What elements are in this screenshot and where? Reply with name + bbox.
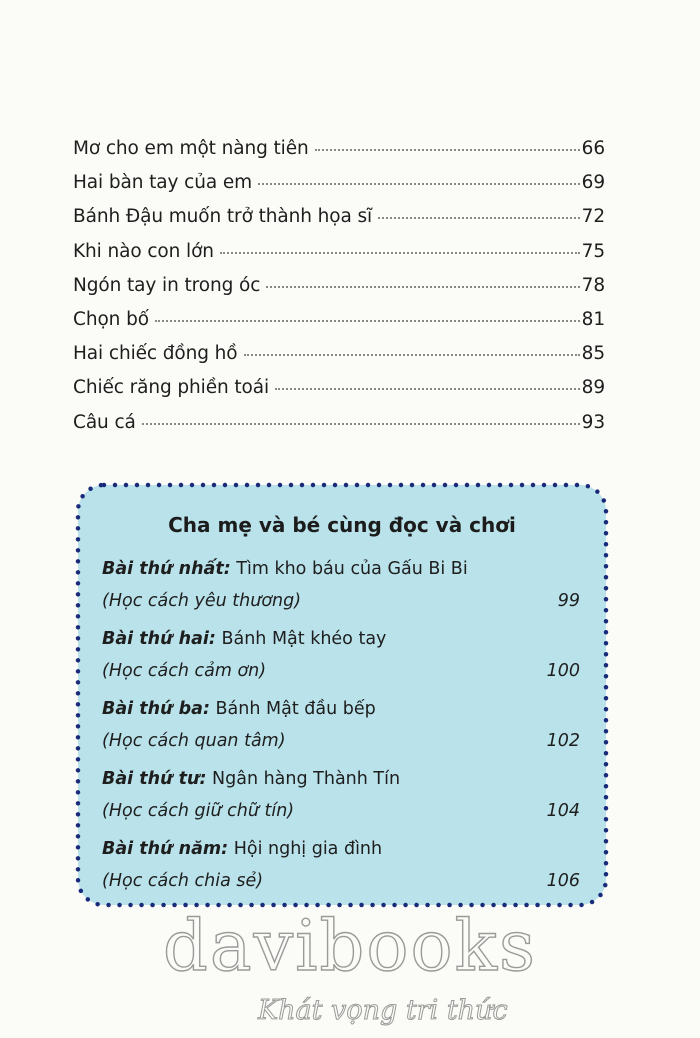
toc-entry — [73, 412, 605, 446]
lesson-title: Hội nghị gia đình — [233, 839, 383, 859]
lesson-title: Bánh Mật khéo tay — [221, 629, 387, 649]
dot-leader — [220, 252, 580, 254]
lesson-item — [102, 623, 580, 693]
watermark-slogan: Khát vọng tri thức — [258, 995, 508, 1026]
toc-entry — [73, 172, 605, 206]
lesson-label: Bài thứ năm: — [102, 839, 229, 859]
toc-entry-page: 69 — [581, 172, 605, 194]
toc-entry-title: Khi nào con lớn — [73, 240, 214, 262]
toc-entry — [73, 275, 605, 309]
lesson-item — [102, 833, 580, 903]
toc-entry-page: 85 — [581, 343, 605, 365]
lesson-label: Bài thứ ba: — [102, 699, 210, 719]
toc-entry — [73, 377, 605, 411]
toc-entry-title: Câu cá — [73, 411, 136, 433]
watermark-brand: davibooks — [163, 905, 537, 987]
lesson-page: 99 — [557, 591, 580, 611]
toc-entry-title: Hai chiếc đồng hồ — [73, 343, 238, 365]
toc-entry-title: Chiếc răng phiền toái — [73, 377, 270, 399]
toc-entry-page: 93 — [581, 411, 605, 433]
lesson-page: 106 — [546, 871, 580, 891]
toc-entry — [73, 309, 605, 343]
dot-leader — [258, 183, 580, 185]
lesson-label: Bài thứ hai: — [102, 629, 216, 649]
lesson-label: Bài thứ nhất: — [102, 559, 231, 579]
activity-box — [78, 485, 606, 905]
lesson-subtitle: (Học cách yêu thương) — [102, 591, 302, 611]
toc-entry-title: Hai bàn tay của em — [73, 172, 253, 194]
toc-entry-page: 89 — [581, 377, 605, 399]
lesson-label: Bài thứ tư: — [102, 769, 207, 789]
toc-entry-page: 78 — [581, 274, 605, 296]
lesson-item — [102, 553, 580, 623]
toc-entry-title: Ngón tay in trong óc — [73, 274, 261, 296]
toc-entry-page: 72 — [581, 206, 605, 228]
toc-entry-page: 66 — [581, 138, 605, 159]
lesson-page: 104 — [546, 801, 580, 821]
toc-entry — [73, 343, 605, 377]
table-of-contents — [73, 138, 605, 446]
lesson-subtitle: (Học cách giữ chữ tín) — [102, 801, 295, 821]
toc-entry — [73, 206, 605, 240]
lesson-page: 102 — [546, 731, 580, 751]
lesson-title: Bánh Mật đầu bếp — [215, 699, 376, 719]
dot-leader — [244, 354, 580, 356]
toc-entry-page: 81 — [581, 308, 605, 330]
dot-leader — [155, 320, 580, 322]
dot-leader — [266, 286, 579, 288]
toc-entry — [73, 138, 605, 172]
dot-leader — [275, 388, 580, 390]
dot-leader — [378, 217, 580, 219]
lesson-item — [102, 693, 580, 763]
lesson-title: Tìm kho báu của Gấu Bi Bi — [236, 559, 468, 579]
lesson-page: 100 — [546, 661, 580, 681]
activity-box-title: Cha mẹ và bé cùng đọc và chơi — [168, 513, 516, 537]
toc-entry-title: Chọn bố — [73, 308, 149, 330]
lesson-item — [102, 763, 580, 833]
dot-leader — [315, 149, 580, 151]
lesson-list — [102, 553, 580, 903]
toc-entry-title: Bánh Đậu muốn trở thành họa sĩ — [73, 206, 373, 228]
toc-entry-page: 75 — [581, 240, 605, 262]
toc-entry-title: Mơ cho em một nàng tiên — [73, 138, 309, 159]
lesson-subtitle: (Học cách chia sẻ) — [102, 871, 264, 891]
lesson-title: Ngân hàng Thành Tín — [212, 769, 401, 789]
lesson-subtitle: (Học cách cảm ơn) — [102, 661, 267, 681]
lesson-subtitle: (Học cách quan tâm) — [102, 731, 286, 751]
dot-leader — [142, 423, 580, 425]
toc-entry — [73, 241, 605, 275]
